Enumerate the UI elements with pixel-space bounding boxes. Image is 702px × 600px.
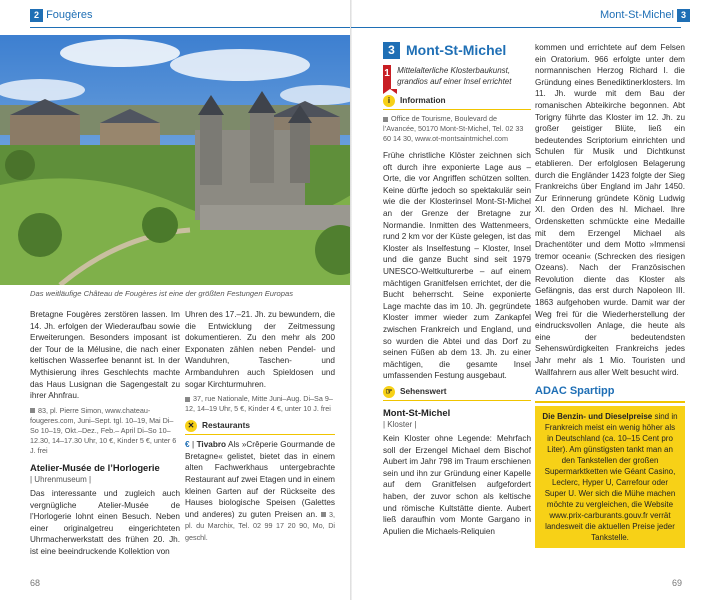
chapter-title: Mont-St-Michel: [599, 9, 674, 22]
page-number-right: 69: [671, 578, 682, 588]
section-title-text: Mont-St-Michel: [406, 41, 507, 58]
right-column-1: [383, 42, 531, 541]
info-icon: i: [383, 95, 395, 107]
info-block: [30, 406, 180, 456]
chapter-title: Fougères: [46, 9, 93, 22]
square-icon: [383, 117, 388, 122]
top-tip-badge: 1: [383, 65, 391, 89]
paragraph: Das interessante und zugleich auch vergnügliche Atelier-Musée de l’Horlogerie lohnt einen Besuch. Neben einer originalgetreu eingerichteten Uhrmacherwerkstatt des frühen 20. Jh. ist eine beeindruckende Kollektion von: [30, 488, 180, 556]
info-text: 83, pl. Pierre Simon, www.chateau-fougeres.com, Juni–Sept. tgl. 10–19, Mai Di–So 10–19, Okt.–Dez., Feb.– April Di–So 10–12.30, 14–17.30 Uhr, 10 €, Kinder 5 €, unter 6 J. frei: [30, 405, 177, 455]
section-label: Sehenswert: [400, 386, 447, 397]
restaurant-entry: € | Tivabro Als »Crêperie Gourmande de Bretagne« gelistet, bietet das in einem alten Fachwerkhaus untergebrachte Restaurant auf zwei Etagen und in einem kleinen Garten auf der Rückseite des Hauses biologische Speisen (Galettes und anderes) zu guten Preisen an. 3, pl. du Marchix, Tel. 02 99 17 20 90, Mo, Di geschl.: [185, 440, 336, 542]
square-icon: [30, 408, 35, 413]
left-column-2: [185, 309, 335, 548]
chateau-photo: [0, 35, 351, 285]
section-number: 3: [383, 42, 400, 59]
paragraph: kommen und errichtete auf dem Felsen ein Oratorium. 966 erfolgte unter dem normannischen Herzog Richard I. die Gründung eines Benediktinerklosters. Im 11. Jh. wurde mit dem Bau der romanischen Abteikirche begonnen. Abt Torigny führte das Kloster im 12. Jh. zu großer geistiger Blüte, ließ ein bedeutendes Scriptorium einrichten und Schulen für Musik und Dichtkunst etablieren. Der erfolglosen Belagerung durch die Engländer 1423 folgte der Sieg Frankreichs über England im Jahr 1450. Zur Erinnerung gründete König Ludwig XI. den Orden des hl. Michael. Ihre Ordensketten schmückte eine Medaille mit dem Erzengel Michael als Drachentöter und dem Motto »Immensi tremor oceani« (Schrecken des riesigen Ozeans). Nach der Französischen Revolution diente das Kloster als Gefängnis, das erst durch Napoleon III. 1863 aufgehoben wurde. Damit war der Weg frei für die Wiederherstellung der eindrucksvollen Anlage, die heute als eine der bedeutendsten Sehenswürdigkeiten Frankreichs jedes Jahr mehr als 1 Mio. Touristen und Wallfahrern aus aller Welt besucht wird.: [535, 43, 685, 377]
section-label: Information: [400, 95, 446, 106]
chapter-number: 2: [30, 9, 43, 22]
spartipp-title: ADAC Spartipp: [535, 382, 685, 403]
cutlery-icon: ✕: [185, 420, 197, 432]
spartipp-bold: Die Benzin- und Dieselpreise: [542, 411, 653, 421]
info-text: 37, rue Nationale, Mitte Juni–Aug. Di–Sa 9–12, 14–19 Uhr, 5 €, Kinder 4 €, unter 10 J. frei: [185, 394, 333, 414]
restaurant-info: 3, pl. du Marchix, Tel. 02 99 17 20 90, Mo, Di geschl.: [185, 509, 335, 542]
spartipp-text: sind in Frankreich meist ein wenig höher als in Deutschland (ca. 10–15 Cent pro Liter). Am günstigsten tankt man an den Tankstellen der großen Supermarktketten wie Géant Casino, Leclerc, Hyper U, Carrefour oder Super U. Wer sich die Mühe machen möchte zu vergleichen, die Website www.prix-carburants.gouv.fr verrät landesweit die aktuellen Preise jeder Tankstelle.: [544, 411, 678, 542]
square-icon: [321, 512, 326, 517]
right-page: [351, 0, 702, 600]
header-rule: [351, 27, 681, 28]
running-header-right: [351, 9, 702, 27]
attraction-title: Atelier-Musée de l’Horlogerie: [30, 461, 160, 473]
section-label: Restaurants: [202, 420, 250, 431]
chapter-number: 3: [677, 9, 690, 22]
sehenswert-heading: [383, 386, 531, 401]
info-block: [185, 394, 335, 414]
photo-caption: Das weitläufige Château de Fougères ist eine der größten Festungen Europas: [30, 289, 293, 298]
lead-block: [383, 65, 531, 89]
info-text: Office de Tourisme, Boulevard de l’Avancée, 50170 Mont-St-Michel, Tel. 02 33 60 14 30, www.ot-montsaintmichel.com: [383, 114, 524, 143]
chateau-illustration: [0, 35, 351, 285]
restaurant-text: Als »Crêperie Gourmande de Bretagne« gelistet, bietet das in einem alten Fachwerkhaus untergebrachte Restaurant auf zwei Etagen und in einem kleinen Garten auf der Rückseite des Hauses biologische Speisen (Galettes und anderes) zu guten Preisen an.: [185, 440, 336, 519]
restaurants-heading: [185, 420, 335, 435]
attraction-subtitle: | Uhrenmuseum |: [30, 475, 92, 485]
attraction-title: Mont-St-Michel: [383, 406, 451, 418]
running-header-left: [0, 9, 351, 27]
attraction-subtitle: | Kloster |: [383, 420, 417, 430]
spartipp-box: [535, 406, 685, 548]
paragraph: Uhren des 17.–21. Jh. zu bewundern, die die Entwicklung der Zeitmessung dokumentieren. Zu den mehr als 200 Exponaten zählen neben Pendel- und Wanduhren, Taschen- und Armbanduhren auch Spieldosen und sogar Kirchturmuhren.: [185, 310, 335, 389]
paragraph: Frühe christliche Klöster zeichnen sich oft durch ihre exponierte Lage aus – Orte, die vor Angriffen schützen sollten. Keine dürfte jedoch so spektakulär sein wie die der Klosterinsel Mont-St-Michel an der Grenze der Bretagne zur Normandie. Inmitten des Wattenmeers, rund 2 km vor der Küste gelegen, ist das Kloster als Inselfestung – Kloster, Insel und die ganze Bucht sind seit 1979 UNESCO-Weltkulturerbe – auf einem mächtigen Granitfelsen errichtet, der die Bucht beherrscht. Seine exponierte Lage machte das im 10. Jh. gegründete Kloster immer wieder zum Zankapfel zwischen Frankreich und England, und so wurden die Abtei und das Dorf zu seinen Füßen ab dem 13. Jh. zu einer mächtigen, die gesamte Insel umfassenden Festung ausgebaut.: [383, 151, 531, 381]
square-icon: [185, 397, 190, 402]
information-heading: [383, 95, 531, 110]
paragraph: Bretagne Fougères zerstören lassen. Im 14. Jh. erfolgen der Wiederaufbau sowie Erweiterungen. Besonders imposant ist der Tour de la Mélusine, die nach einer keltischen Wasserfee benannt ist. In der Mythisierung ihres Geschlechts machte das Haus Lusignan die Sagengestalt zu ihrer Ahnfrau.: [30, 310, 180, 401]
header-rule: [30, 27, 351, 28]
left-column-1: [30, 309, 180, 562]
info-block: [383, 114, 531, 144]
restaurant-name: Tivabro: [196, 440, 227, 450]
paragraph: Kein Kloster ohne Legende: Mehrfach soll der Erzengel Michael dem Bischof Aubert im Jahr 798 im Traum erschienen sein und ihn zur Gründung einer Kapelle auf dem Granitfelsen aufgefordert haben, der zuvor schon als keltische und römische Kultstätte diente. Aubert ließ daraufhin vom Monte Gargano in Apulien die Michaels-Reliquien: [383, 434, 531, 536]
lead-text: Mittelalterliche Klosterbaukunst, grandios auf einer Insel errichtet: [397, 66, 512, 86]
right-column-2: [535, 42, 685, 548]
hand-icon: ☞: [383, 386, 395, 398]
page-number-left: 68: [30, 578, 41, 588]
price-symbol: €: [185, 440, 190, 450]
section-title: [383, 42, 531, 59]
